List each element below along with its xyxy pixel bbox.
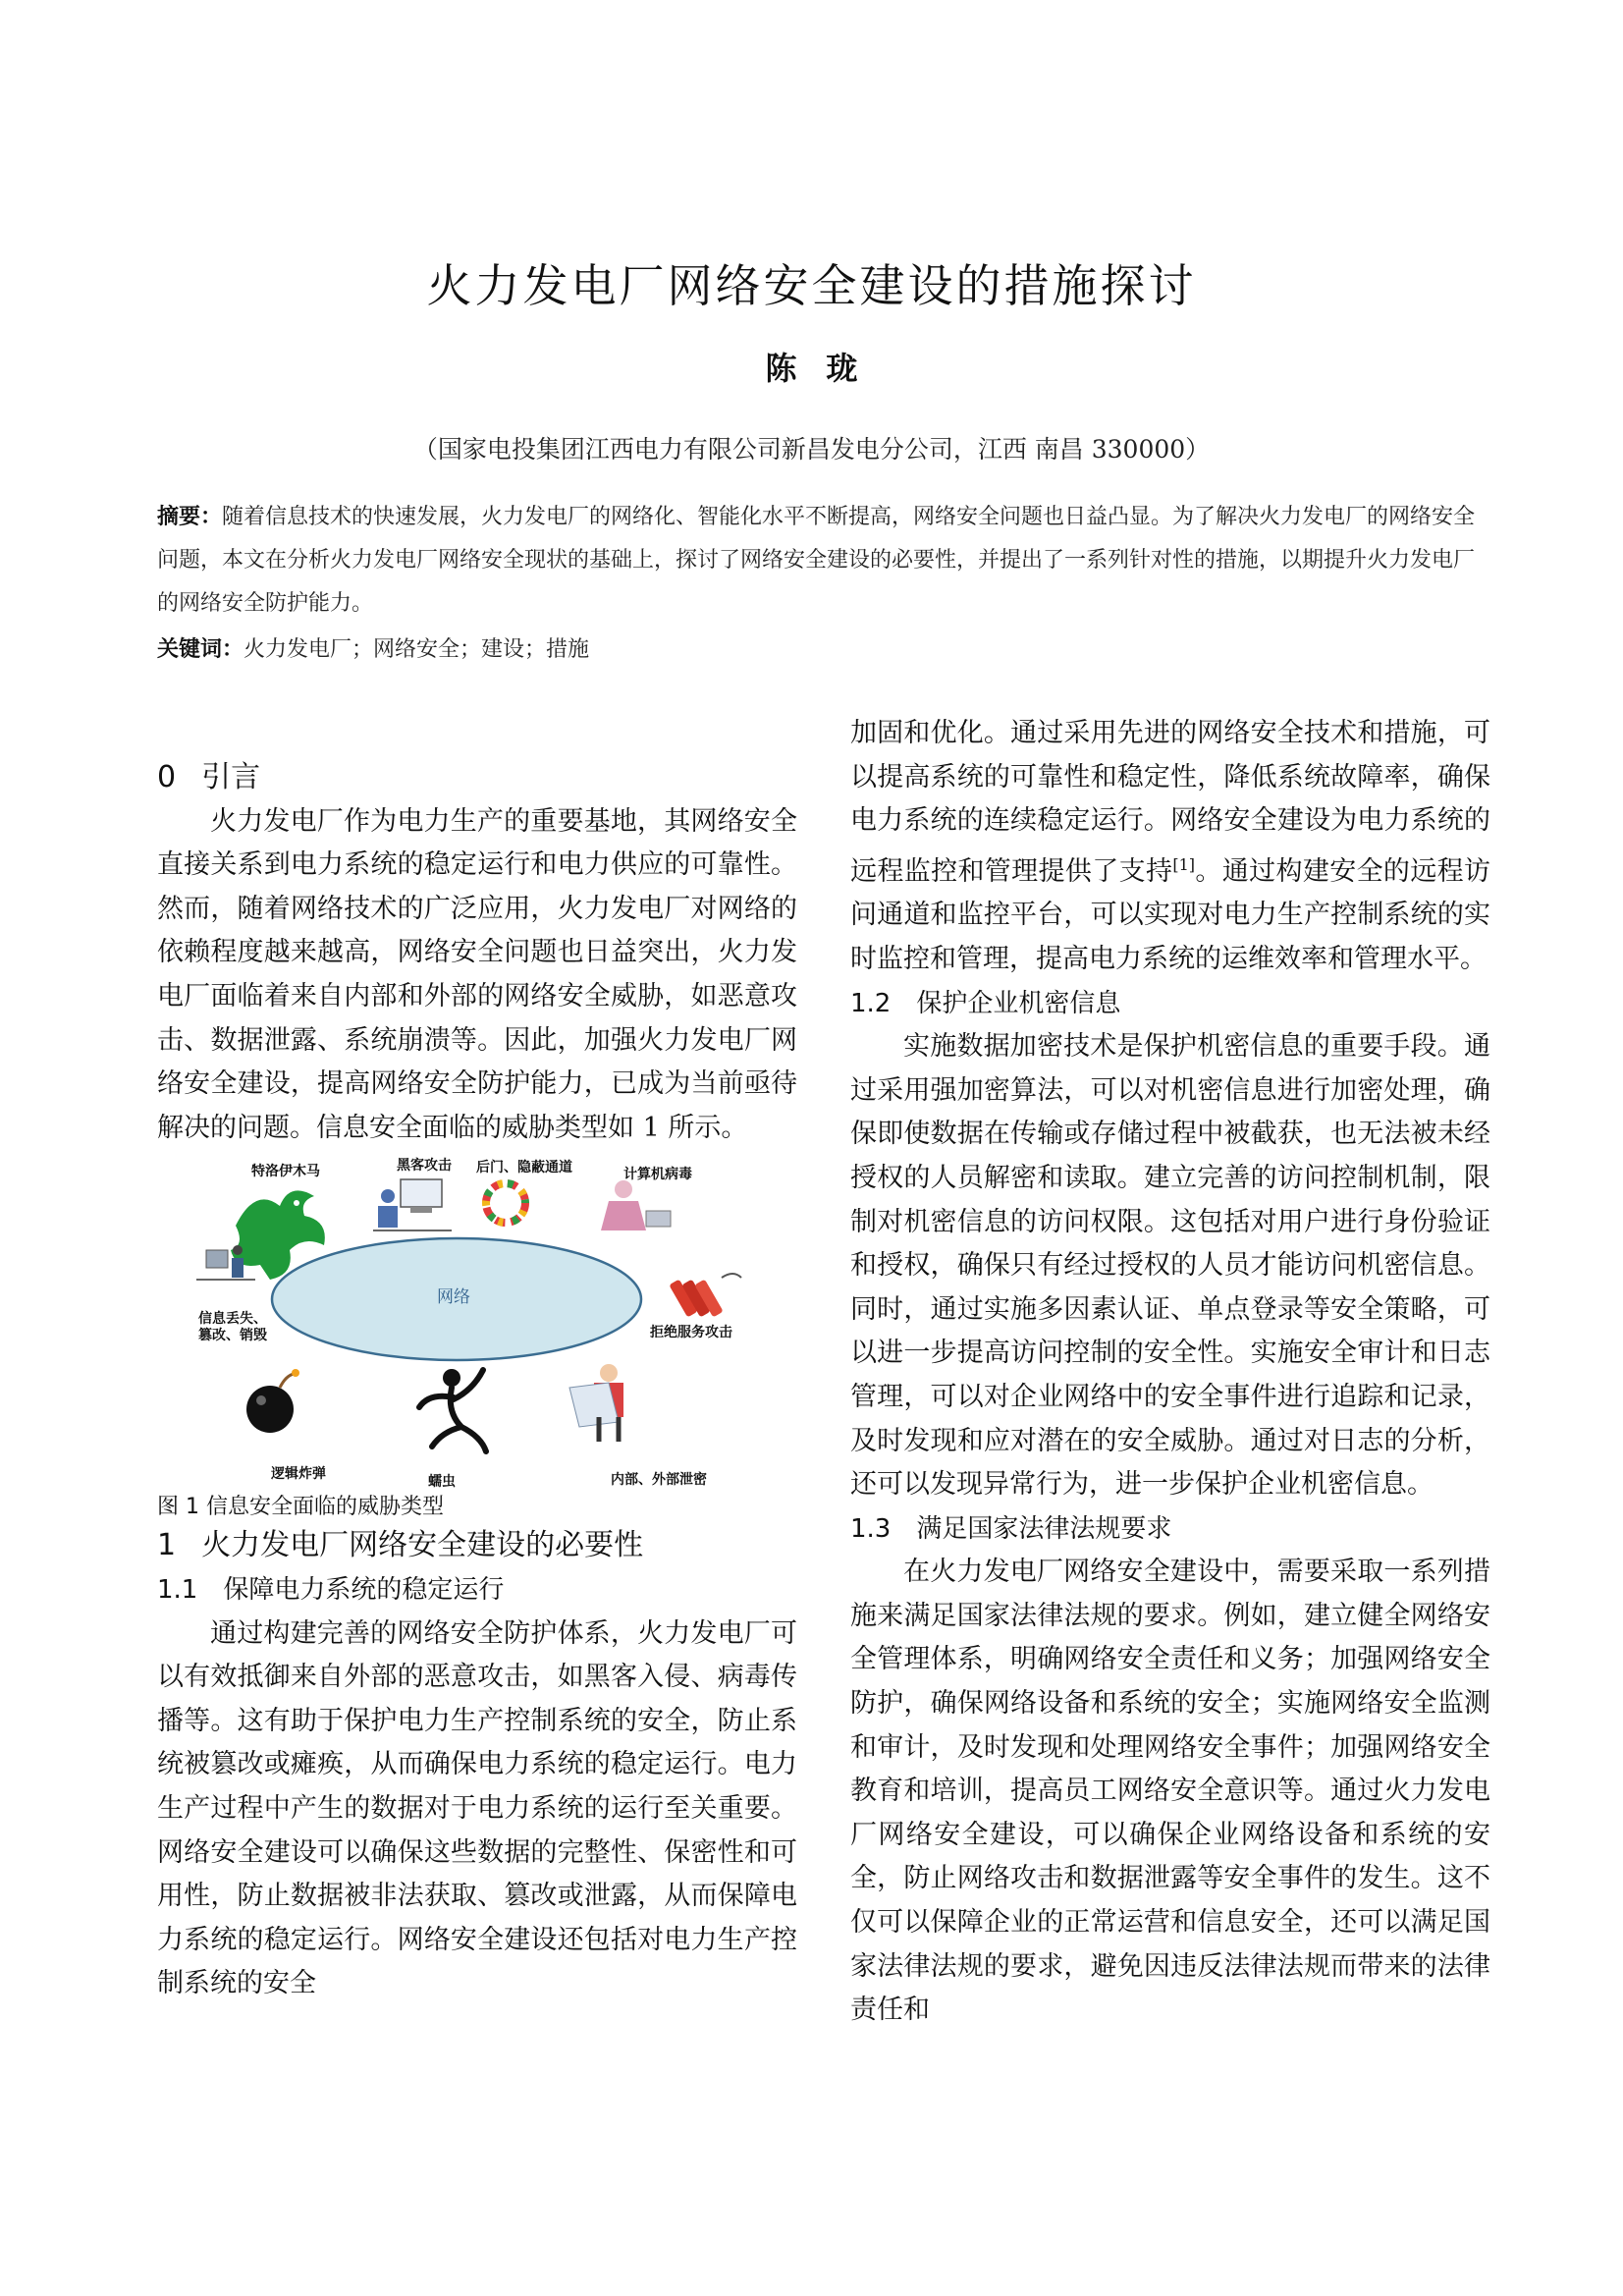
section-1-heading: 1 火力发电厂网络安全建设的必要性 [157, 1528, 644, 1563]
section-1-3-paragraph: 在火力发电厂网络安全建设中，需要采取一系列措施来满足国家法律法规的要求。例如，建立健全网络安全管理体系，明确网络安全责任和义务；加强网络安全防护，确保网络设备和系统的安全；实施网络安全监测和审计，及时发现和处理网络安全事件；加强网络安全教育和培训，提高员工网络安全意识等。通过火力发电厂网络安全建设，可以确保企业网络设备和系统的安全，防止网络攻击和数据泄露等安全事件的发生。这不仅可以保障企业的正常运营和信息安全，还可以满足国家法律法规的要求，避免因违反法律法规而带来的法律责任和 [850, 1557, 1490, 2026]
abstract-label: 摘要： [157, 505, 223, 529]
label-virus: 计算机病毒 [623, 1167, 692, 1183]
leak-person-icon [569, 1364, 623, 1442]
author-name: 陈珑 [765, 350, 888, 387]
citation-1[interactable]: [1] [1172, 854, 1196, 874]
left-column [157, 712, 797, 2006]
section-0-heading: 0 引言 [157, 760, 261, 794]
label-info-loss: 信息丢失、 篡改、销毁 [198, 1311, 267, 1344]
label-logic-bomb: 逻辑炸弹 [271, 1466, 326, 1483]
section-1-1-paragraph-continued: 加固和优化。通过采用先进的网络安全技术和措施，可以提高系统的可靠性和稳定性，降低系统故障率，确保电力系统的连续稳定运行。网络安全建设为电力系统的远程监控和管理提供了支持[1]。通过构建安全的远程访问通道和监控平台，可以实现对电力生产控制系统的实时监控和管理，提高电力系统的运维效率和管理水平。 [850, 718, 1491, 974]
label-worm: 蠕虫 [428, 1474, 456, 1491]
section-0-paragraph: 火力发电厂作为电力生产的重要基地，其网络安全直接关系到电力系统的稳定运行和电力供应的可靠性。然而，随着网络技术的广泛应用，火力发电厂对网络的依赖程度越来越高，网络安全问题也日益突出，火力发电厂面临着来自内部和外部的网络安全威胁，如恶意攻击、数据泄露、系统崩溃等。因此，加强火力发电厂网络安全建设，提高网络安全防护能力，已成为当前亟待解决的问题。信息安全面临的威胁类型如 1 所示。 [157, 805, 797, 1143]
section-1-2-paragraph: 实施数据加密技术是保护机密信息的重要手段。通过采用强加密算法，可以对机密信息进行加密处理，确保即使数据在传输或存储过程中被截获，也无法被未经授权的人员解密和读取。建立完善的访问控制机制，限制对机密信息的访问权限。这包括对用户进行身份验证和授权，确保只有经过授权的人员才能访问机密信息。同时，通过实施多因素认证、单点登录等安全策略，可以进一步提高访问控制的安全性。实施安全审计和日志管理，可以对企业网络中的安全事件进行追踪和记录，及时发现和应对潜在的安全威胁。通过对日志的分析，还可以发现异常行为，进一步保护企业机密信息。 [850, 1031, 1490, 1501]
label-dos: 拒绝服务攻击 [650, 1325, 732, 1341]
label-trojan: 特洛伊木马 [251, 1164, 320, 1180]
keywords-text: 火力发电厂；网络安全；建设；措施 [243, 637, 590, 662]
section-1-1-heading: 1.1 保障电力系统的稳定运行 [157, 1574, 505, 1605]
label-hacker: 黑客攻击 [397, 1158, 452, 1175]
section-1-3-heading: 1.3 满足国家法律法规要求 [850, 1513, 1172, 1544]
virus-person-icon [601, 1180, 671, 1230]
label-leak: 内部、外部泄密 [611, 1472, 707, 1489]
logic-bomb-icon [246, 1369, 299, 1433]
hacker-icon [373, 1179, 452, 1230]
abstract-text: 随着信息技术的快速发展，火力发电厂的网络化、智能化水平不断提高，网络安全问题也日益凸显。为了解决火力发电厂的网络安全问题，本文在分析火力发电厂网络安全现状的基础上，探讨了网络安全建设的必要性，并提出了一系列针对性的措施，以期提升火力发电厂的网络安全防护能力。 [157, 505, 1476, 616]
threat-diagram-svg [177, 1152, 785, 1491]
affiliation: （国家电投集团江西电力有限公司新昌发电分公司，江西 南昌 330000） [412, 435, 1211, 464]
backdoor-ring-icon [486, 1183, 525, 1223]
section-1-2-heading: 1.2 保护企业机密信息 [850, 988, 1121, 1018]
label-backdoor: 后门、隐蔽通道 [476, 1160, 572, 1176]
dos-dynamite-icon [669, 1274, 741, 1317]
keywords-label: 关键词： [157, 637, 244, 662]
abstract [157, 496, 1483, 626]
figure-1-threat-diagram [177, 1152, 785, 1491]
paper-title: 火力发电厂网络安全建设的措施探讨 [426, 259, 1197, 312]
keywords [157, 629, 1483, 672]
figure-1-caption: 图 1 信息安全面临的威胁类型 [157, 1495, 444, 1520]
label-network-center: 网络 [437, 1287, 470, 1308]
worm-icon [419, 1369, 486, 1451]
right-column [850, 712, 1490, 2033]
section-1-1-paragraph: 通过构建完善的网络安全防护体系，火力发电厂可以有效抵御来自外部的恶意攻击，如黑客入侵、病毒传播等。这有助于保护电力生产控制系统的安全，防止系统被篡改或瘫痪，从而确保电力系统的稳定运行。电力生产过程中产生的数据对于电力系统的运行至关重要。网络安全建设可以确保这些数据的完整性、保密性和可用性，防止数据被非法获取、篡改或泄露，从而保障电力系统的稳定运行。网络安全建设还包括对电力生产控制系统的安全 [157, 1617, 797, 1999]
